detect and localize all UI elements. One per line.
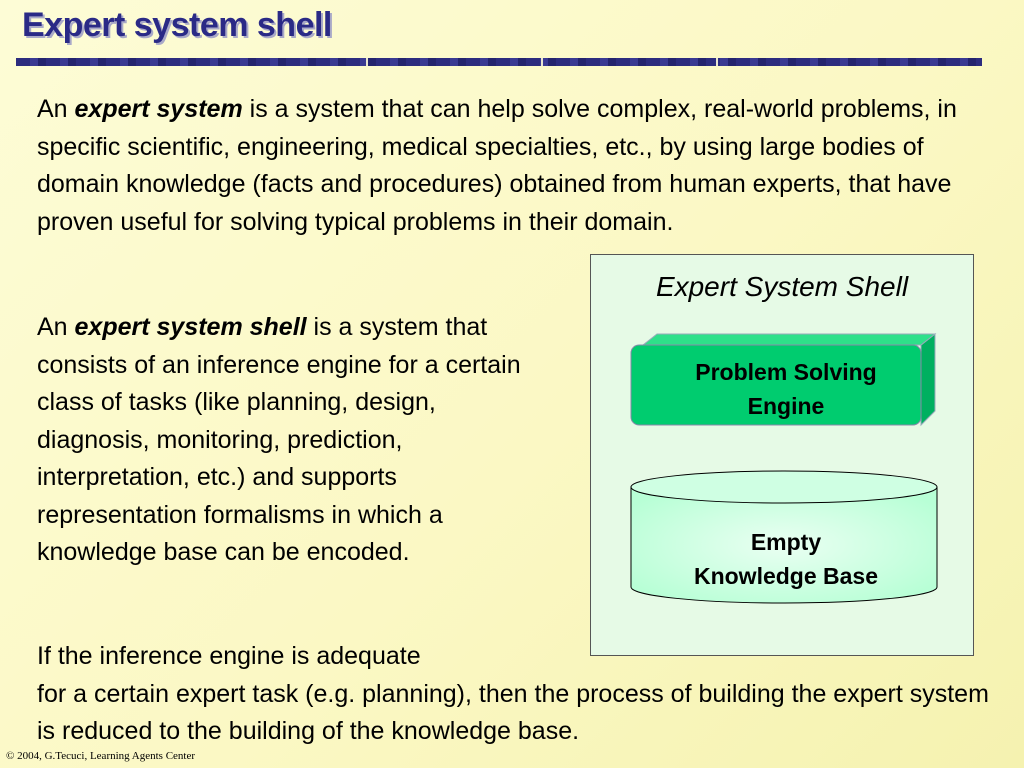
kb-label-line2: Knowledge Base (693, 563, 879, 589)
engine-label-line2: Engine (747, 393, 825, 419)
title-underline-bar (16, 58, 982, 66)
slide-title: Expert system shell (22, 6, 332, 44)
kb-label-line1: Empty (750, 529, 822, 555)
engine-label (633, 355, 939, 423)
expert-system-term: expert system (74, 95, 243, 123)
diagram-title: Expert System Shell (655, 271, 909, 302)
expert-system-shell-term: expert system shell (74, 313, 307, 341)
p2-rest: is a system that consists of an inference engine for a certain class of tasks (like planning, design, diagnosis, monitoring, prediction, interpretation, etc.) and supports representation formalisms in which a knowledge base can be encoded. (37, 313, 521, 566)
p1-rest: is a system that can help solve complex, real-world problems, in specific scientific, engineering, medical specialties, etc., by using large bodies of domain knowledge (facts and procedures) obtained from human experts, that have proven useful for solving typical problems in their domain. (37, 95, 957, 236)
expert-system-shell-diagram (590, 254, 974, 656)
expert-system-shell-definition (37, 309, 532, 572)
p3-line2: for a certain expert task (e.g. planning), then the process of building the expert system is reduced to the building of the knowledge base. (37, 679, 989, 745)
expert-system-definition (37, 91, 1012, 241)
p2-lead: An (37, 313, 75, 341)
p3-line1: If the inference engine is adequate (37, 642, 421, 670)
p1-lead: An (37, 95, 75, 123)
copyright-footer: © 2004, G.Tecuci, Learning Agents Center (6, 750, 196, 762)
engine-label-line1: Problem Solving (695, 359, 877, 385)
knowledge-base-label (633, 525, 939, 593)
diagram-graphics (591, 255, 973, 655)
